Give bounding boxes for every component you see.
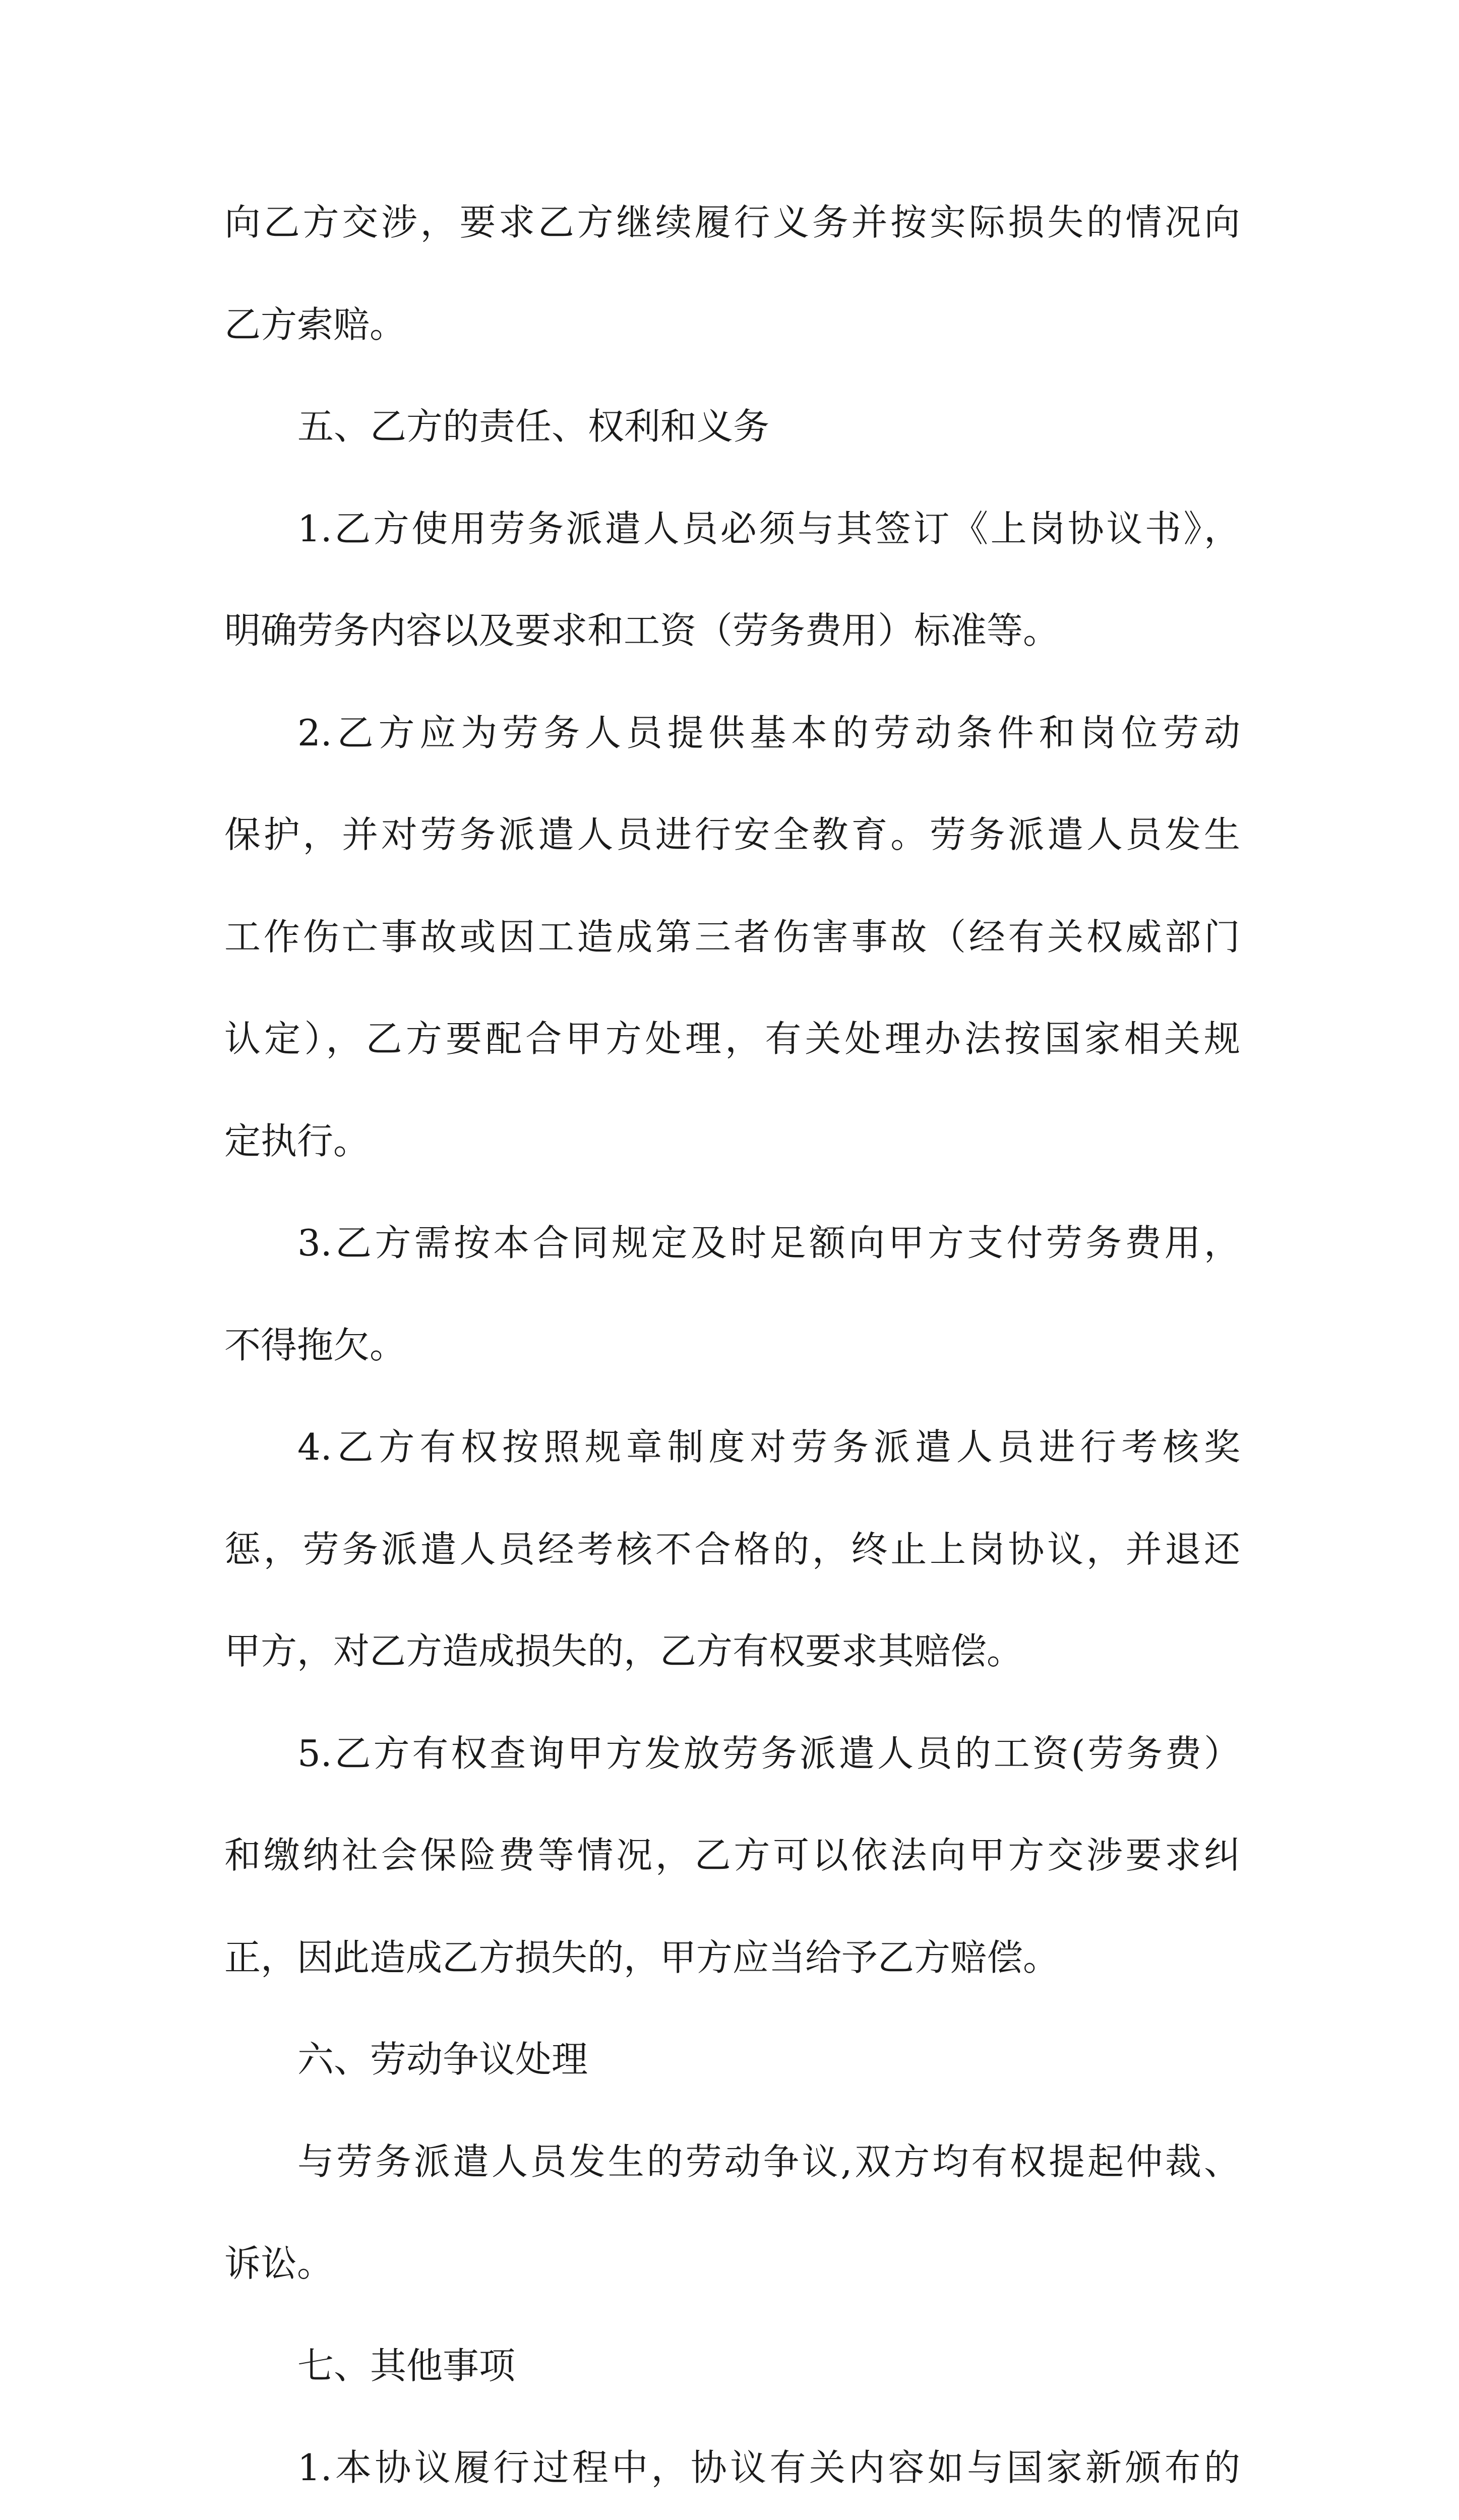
text-line: 定执行。: [224, 1090, 1240, 1192]
text-line: [224, 2519, 1240, 2520]
text-line: 与劳务派遣人员发生的劳动争议,双方均有权提起仲裁、: [224, 2111, 1240, 2213]
document-body: [224, 171, 1240, 2520]
text-line: 六、劳动争议处理: [224, 2008, 1240, 2111]
text-line: 明确劳务内容以及要求和工资（劳务费用）标准等。: [224, 580, 1240, 682]
text-line: 1.本协议履行过程中，协议有关内容如与国家新颁布的: [224, 2417, 1240, 2519]
text-line: 乙方索赔。: [224, 274, 1240, 376]
text-line: 不得拖欠。: [224, 1294, 1240, 1397]
text-line: 认定），乙方要配合甲方处理，有关处理办法按国家相关规: [224, 988, 1240, 1090]
text-line: 七、其他事项: [224, 2315, 1240, 2417]
text-line: 正，因此造成乙方损失的，甲方应当给予乙方赔偿。: [224, 1907, 1240, 2009]
text-line: 5.乙方有权查询甲方发放劳务派遣人员的工资(劳务费）: [224, 1703, 1240, 1805]
text-line: 工作伤亡事故或因工造成第三者伤害事故（经有关权威部门: [224, 886, 1240, 988]
text-line: 3.乙方需按本合同规定及时足额向甲方支付劳务费用，: [224, 1192, 1240, 1294]
text-line: 保护，并对劳务派遣人员进行安全教育。劳务派遣人员发生: [224, 784, 1240, 886]
text-line: 诉讼。: [224, 2213, 1240, 2315]
text-line: 惩，劳务派遣人员经考核不合格的，终止上岗协议，并退还: [224, 1498, 1240, 1601]
text-line: 1.乙方使用劳务派遣人员必须与其签订《上岗协议书》，: [224, 478, 1240, 580]
text-line: 2.乙方应为劳务人员提供基本的劳动条件和岗位劳动: [224, 682, 1240, 784]
text-line: 和缴纳社会保险费等情况，乙方可以依法向甲方交涉要求纠: [224, 1804, 1240, 1907]
text-line: 4.乙方有权按照规章制度对劳务派遣人员进行考核奖: [224, 1396, 1240, 1498]
text-line: 五、乙方的责任、权利和义务: [224, 375, 1240, 478]
text-line: 甲方，对乙方造成损失的，乙方有权要求其赔偿。: [224, 1600, 1240, 1703]
text-line: 向乙方交涉，要求乙方继续履行义务并按实际损失的情况向: [224, 171, 1240, 274]
